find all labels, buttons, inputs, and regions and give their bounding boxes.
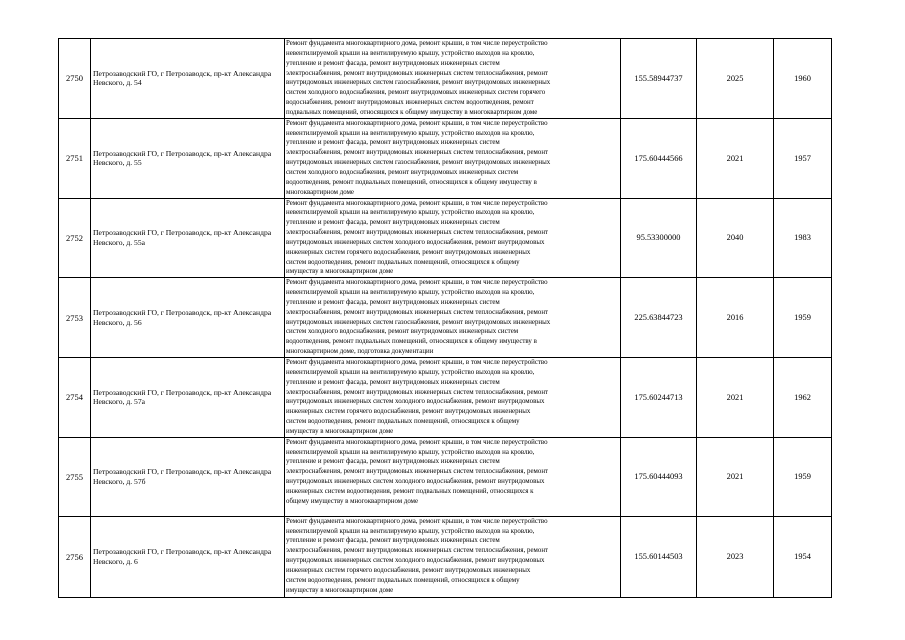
works-line: Ремонт фундамента многоквартирного дома, ремонт крыши, в том числе переустройство (286, 199, 548, 207)
works-line: многоквартирном доме (286, 188, 354, 196)
row-works (285, 516, 621, 597)
works-line: электроснабжения, ремонт внутридомовых инженерных систем теплоснабжения, ремонт (286, 308, 549, 316)
works-line: систем холодного водоснабжения, ремонт внутридомовых инженерных систем (286, 168, 519, 176)
works-line: имуществу в многоквартирном доме (286, 268, 394, 276)
row-built-year: 1962 (774, 358, 832, 438)
works-line: невентилируемой крыши на вентилируемую крышу, устройство выходов на кровлю, (286, 448, 535, 456)
works-line: водоотведения, ремонт подвальных помещений, относящихся к общему имуществу в (286, 178, 537, 186)
row-built-year: 1959 (774, 278, 832, 358)
works-line: электроснабжения, ремонт внутридомовых инженерных систем теплоснабжения, ремонт (286, 229, 549, 237)
works-line: систем холодного водоснабжения, ремонт внутридомовых инженерных систем горячего (286, 89, 546, 97)
works-line: утепление и ремонт фасада, ремонт внутридомовых инженерных систем (286, 537, 500, 545)
works-line: Ремонт фундамента многоквартирного дома, ремонт крыши, в том числе переустройство (286, 517, 548, 525)
row-works (285, 278, 621, 358)
works-line: систем водоотведения, ремонт подвальных помещений, относящихся к общему (286, 418, 520, 426)
works-line: внутридомовых инженерных систем холодного водоснабжения, ремонт внутридомовых (286, 398, 545, 406)
row-built-year: 1983 (774, 198, 832, 278)
works-line: электроснабжения, ремонт внутридомовых инженерных систем теплоснабжения, ремонт (286, 468, 549, 476)
works-line: Ремонт фундамента многоквартирного дома, ремонт крыши, в том числе переустройство (286, 359, 548, 366)
row-repair-year: 2025 (697, 39, 774, 119)
table-row (59, 198, 832, 278)
works-line: утепление и ремонт фасада, ремонт внутридомовых инженерных систем (286, 139, 500, 147)
table-row (59, 358, 832, 438)
row-works (285, 118, 621, 198)
works-line: систем водоотведения, ремонт подвальных помещений, относящихся к общему (286, 576, 520, 584)
table-row (59, 118, 832, 198)
works-line: инженерных систем горячего водоснабжения, ремонт внутридомовых инженерных (286, 248, 531, 256)
table-row (59, 437, 832, 516)
row-built-year: 1957 (774, 118, 832, 198)
works-line: электроснабжения, ремонт внутридомовых инженерных систем теплоснабжения, ремонт (286, 388, 549, 396)
row-address: Петрозаводский ГО, г Петрозаводск, пр-кт Александра Невского, д. 57а (91, 358, 285, 438)
row-number: 2753 (59, 278, 91, 358)
row-number: 2756 (59, 516, 91, 597)
works-line: электроснабжения, ремонт внутридомовых инженерных систем теплоснабжения, ремонт (286, 149, 549, 157)
row-number: 2752 (59, 198, 91, 278)
row-cost: 95.53300000 (621, 198, 697, 278)
registry-table-body (59, 39, 832, 598)
works-line: инженерных систем водоотведения, ремонт подвальных помещений, относящихся к (286, 487, 534, 495)
works-line: внутридомовых инженерных систем холодного водоснабжения, ремонт внутридомовых (286, 478, 545, 486)
works-line: многоквартирном доме, подготовка документации (286, 348, 434, 356)
row-address: Петрозаводский ГО, г Петрозаводск, пр-кт Александра Невского, д. 6 (91, 516, 285, 597)
works-line: электроснабжения, ремонт внутридомовых инженерных систем теплоснабжения, ремонт (286, 547, 549, 555)
works-line: систем холодного водоснабжения, ремонт внутридомовых инженерных систем (286, 328, 519, 336)
works-line: внутридомовых инженерных систем газоснабжения, ремонт внутридомовых инженерных (286, 318, 551, 326)
works-line: утепление и ремонт фасада, ремонт внутридомовых инженерных систем (286, 458, 500, 466)
row-works (285, 437, 621, 516)
row-address: Петрозаводский ГО, г Петрозаводск, пр-кт Александра Невского, д. 55 (91, 118, 285, 198)
row-works (285, 198, 621, 278)
works-line: Ремонт фундамента многоквартирного дома, ремонт крыши, в том числе переустройство (286, 119, 548, 127)
works-line: внутридомовых инженерных систем газоснабжения, ремонт внутридомовых инженерных (286, 79, 551, 87)
row-address: Петрозаводский ГО, г Петрозаводск, пр-кт Александра Невского, д. 56 (91, 278, 285, 358)
table-row (59, 516, 832, 597)
row-cost: 155.60144503 (621, 516, 697, 597)
row-repair-year: 2021 (697, 358, 774, 438)
works-line: электроснабжения, ремонт внутридомовых инженерных систем теплоснабжения, ремонт (286, 69, 549, 77)
works-line: невентилируемой крыши на вентилируемую крышу, устройство выходов на кровлю, (286, 49, 535, 57)
row-built-year: 1954 (774, 516, 832, 597)
row-built-year: 1959 (774, 437, 832, 516)
row-address: Петрозаводский ГО, г Петрозаводск, пр-кт Александра Невского, д. 55а (91, 198, 285, 278)
works-line: внутридомовых инженерных систем холодного водоснабжения, ремонт внутридомовых (286, 557, 545, 565)
row-repair-year: 2016 (697, 278, 774, 358)
works-line: невентилируемой крыши на вентилируемую крышу, устройство выходов на кровлю, (286, 209, 535, 217)
table-row (59, 39, 832, 119)
works-line: инженерных систем горячего водоснабжения, ремонт внутридомовых инженерных (286, 566, 531, 574)
row-address: Петрозаводский ГО, г Петрозаводск, пр-кт Александра Невского, д. 57б (91, 437, 285, 516)
works-line: Ремонт фундамента многоквартирного дома, ремонт крыши, в том числе переустройство (286, 40, 548, 47)
row-repair-year: 2021 (697, 437, 774, 516)
row-number: 2750 (59, 39, 91, 119)
works-line: невентилируемой крыши на вентилируемую крышу, устройство выходов на кровлю, (286, 527, 535, 535)
table-row (59, 278, 832, 358)
works-line: внутридомовых инженерных систем холодного водоснабжения, ремонт внутридомовых (286, 238, 545, 246)
works-line: водоотведения, ремонт подвальных помещений, относящихся к общему имуществу в (286, 338, 537, 346)
row-repair-year: 2040 (697, 198, 774, 278)
works-line: невентилируемой крыши на вентилируемую крышу, устройство выходов на кровлю, (286, 289, 535, 297)
row-number: 2755 (59, 437, 91, 516)
works-line: инженерных систем горячего водоснабжения, ремонт внутридомовых инженерных (286, 408, 531, 416)
works-line: общему имуществу в многоквартирном доме (286, 497, 419, 505)
works-line: систем водоотведения, ремонт подвальных помещений, относящихся к общему (286, 258, 520, 266)
works-line: внутридомовых инженерных систем газоснабжения, ремонт внутридомовых инженерных (286, 159, 551, 167)
row-built-year: 1960 (774, 39, 832, 119)
row-number: 2754 (59, 358, 91, 438)
row-repair-year: 2021 (697, 118, 774, 198)
row-cost: 155.58944737 (621, 39, 697, 119)
works-line: имуществу в многоквартирном доме (286, 427, 394, 435)
works-line: подвальных помещений, относящихся к общему имуществу в многоквартирном доме (286, 108, 538, 116)
row-cost: 175.60444093 (621, 437, 697, 516)
row-cost: 175.60444566 (621, 118, 697, 198)
row-cost: 175.60244713 (621, 358, 697, 438)
works-line: утепление и ремонт фасада, ремонт внутридомовых инженерных систем (286, 59, 500, 67)
works-line: Ремонт фундамента многоквартирного дома, ремонт крыши, в том числе переустройство (286, 279, 548, 287)
works-line: невентилируемой крыши на вентилируемую крышу, устройство выходов на кровлю, (286, 129, 535, 137)
works-line: водоснабжения, ремонт внутридомовых инженерных систем водоотведения, ремонт (286, 99, 534, 107)
row-address: Петрозаводский ГО, г Петрозаводск, пр-кт Александра Невского, д. 54 (91, 39, 285, 119)
works-line: невентилируемой крыши на вентилируемую крышу, устройство выходов на кровлю, (286, 368, 535, 376)
row-number: 2751 (59, 118, 91, 198)
row-cost: 225.63844723 (621, 278, 697, 358)
row-works (285, 39, 621, 119)
works-line: Ремонт фундамента многоквартирного дома, ремонт крыши, в том числе переустройство (286, 438, 548, 446)
works-line: утепление и ремонт фасада, ремонт внутридомовых инженерных систем (286, 378, 500, 386)
registry-table (58, 38, 832, 598)
works-line: утепление и ремонт фасада, ремонт внутридомовых инженерных систем (286, 298, 500, 306)
row-works (285, 358, 621, 438)
row-repair-year: 2023 (697, 516, 774, 597)
works-line: имуществу в многоквартирном доме (286, 586, 394, 594)
works-line: утепление и ремонт фасада, ремонт внутридомовых инженерных систем (286, 219, 500, 227)
